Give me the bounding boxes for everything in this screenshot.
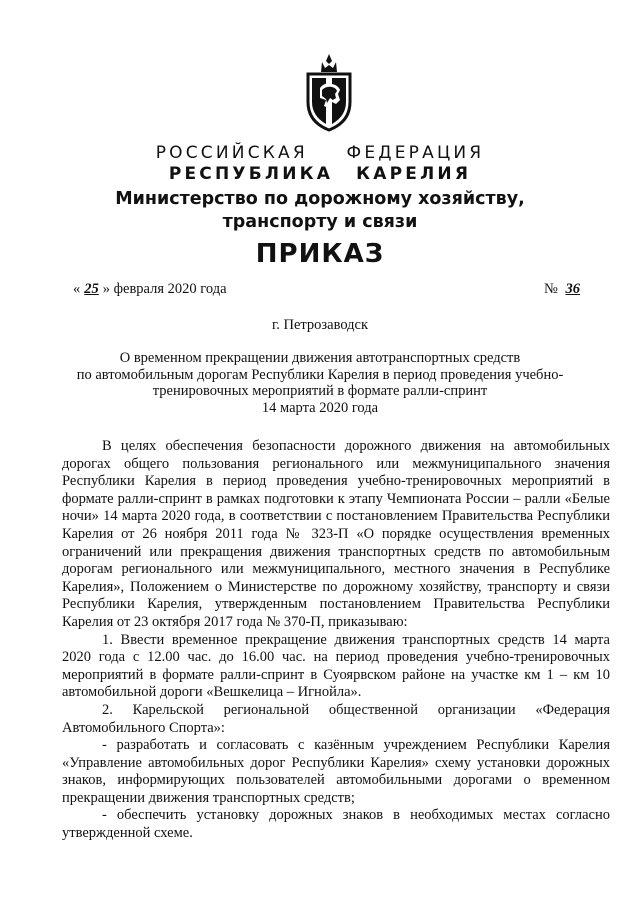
body-item-2a: - разработать и согласовать с казённым учреждением Республики Карелия «Управление автомобильных дорог Республики Карелия» схему установки дорожных знаков, информирующих пользователей автомобильными дорогами о временном прекращении движения транспортных средств; — [62, 737, 610, 806]
header-ministry-line2: транспорту и связи — [222, 212, 418, 232]
subject-line-4: 14 марта 2020 года — [261, 399, 379, 416]
date-open-quote: « — [73, 281, 81, 297]
header-country: РОССИЙСКАЯ ФЕДЕРАЦИЯ — [155, 143, 485, 163]
number-value: 36 — [565, 281, 580, 297]
body-item-1: 1. Ввести временное прекращение движения транспортных средств 14 марта 2020 года с 12.00 час. до 16.00 час. на период проведения учебно-тренировочных мероприятий в формате ралли-спринт в Суоярвском районе на участке км 1 – км 10 автомобильной дороги «Вешкелица – Игнойла». — [62, 631, 610, 701]
subject-line-2: по автомобильным дорогам Республики Карелия в период проведения учебно- — [76, 366, 564, 383]
subject-line-1: О временном прекращении движения автотранспортных средств — [119, 350, 521, 366]
header-ministry-line1: Министерство по дорожному хозяйству, — [115, 189, 525, 209]
order-body — [62, 438, 610, 843]
karelia-coat-of-arms — [302, 52, 356, 132]
city: г. Петрозаводск — [271, 317, 369, 333]
document-type-title: ПРИКАЗ — [255, 239, 385, 269]
header-republic: РЕСПУБЛИКА КАРЕЛИЯ — [168, 164, 472, 184]
date-close-quote: » — [102, 281, 110, 297]
order-number — [544, 281, 584, 298]
date-rest: февраля 2020 года — [113, 281, 227, 297]
number-prefix: № — [544, 281, 558, 297]
body-item-2b: - обеспечить установку дорожных знаков в необходимых местах согласно утвержденной схеме. — [62, 807, 610, 842]
order-date — [73, 281, 227, 298]
order-subject — [60, 350, 580, 416]
body-preamble: В целях обеспечения безопасности дорожного движения на автомобильных дорогах общего пользования регионального или межмуниципального значения Республики Карелия в период проведения учебно-тренировочных мероприятий в формате ралли-спринт в рамках подготовки к этапу Чемпионата России – ралли «Белые ночи» 14 марта 2020 года, в соответствии с постановлением Правительства Республики Карелия от 26 ноября 2011 года № 323-П «О порядке осуществления временных ограничений или прекращения движения транспортных средств по автомобильным дорогам регионального или межмуниципального, местного значения в Республике Карелия», Положением о Министерстве по дорожному хозяйству, транспорту и связи Республики Карелия, утвержденным постановлением Правительства Республики Карелия от 23 октября 2017 года № 370-П, приказываю: — [62, 438, 610, 630]
date-day: 25 — [84, 281, 99, 297]
subject-line-3: тренировочных мероприятий в формате ралли-спринт — [152, 383, 488, 399]
body-item-2: 2. Карельской региональной общественной организации «Федерация Автомобильного Спорта»: — [62, 701, 610, 736]
